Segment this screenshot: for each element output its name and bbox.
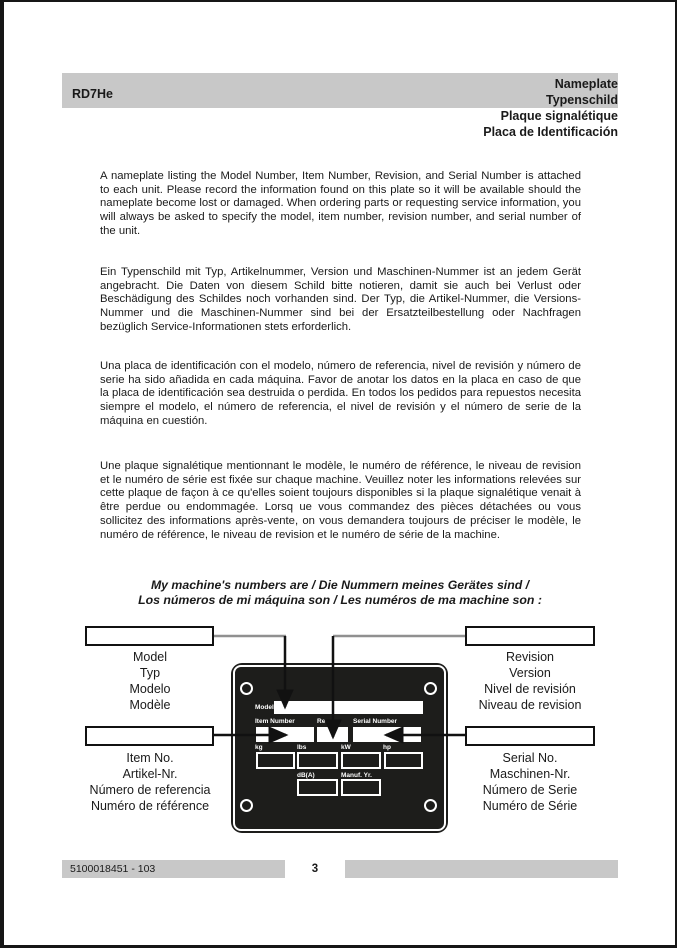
page-border-top — [0, 0, 677, 2]
footer-right-bar — [345, 860, 618, 878]
title-es: Placa de Identificación — [483, 125, 618, 139]
serial-label-de: Maschinen-Nr. — [489, 766, 571, 781]
footer-doc-number-bar — [62, 860, 285, 878]
plate-kg-label: kg — [255, 744, 263, 751]
connector-lines — [0, 600, 677, 860]
page-number: 3 — [311, 863, 319, 875]
serial-label-en: Serial No. — [502, 751, 558, 765]
plate-item-number-label: Item Number — [255, 718, 295, 725]
plate-hp-label: hp — [383, 744, 391, 751]
revision-label-en: Revision — [506, 650, 554, 664]
header-model-code: RD7He — [72, 87, 113, 101]
plate-lbs-label: lbs — [297, 744, 307, 751]
heading-line-1: My machine's numbers are / Die Nummern meines Gerätes sind / — [150, 578, 530, 592]
item-label-es: Número de referencia — [89, 782, 211, 797]
plate-manuf-yr-label: Manuf. Yr. — [341, 772, 372, 779]
serial-label-fr: Numéro de Série — [482, 798, 578, 813]
title-fr: Plaque signalétique — [500, 109, 618, 123]
model-label-en: Model — [132, 650, 168, 664]
item-label-en: Item No. — [126, 751, 174, 765]
serial-label-es: Número de Serie — [482, 782, 578, 797]
title-en: Nameplate — [554, 77, 618, 91]
title-de: Typenschild — [545, 93, 618, 107]
paragraph-spanish: Una placa de identificación con el modelo, número de referencia, nivel de revisión y número de serie ha sido añadida en cada máquina. Favor de anotar los datos en la placa en caso de que la placa de identificación sea destruida o perdida. En todos los pedidos para repuestos necesita siempre el modelo, el número de referencia, el nivel de revisión y el número de serie de la máquina en cuestión. — [100, 360, 581, 427]
revision-label-de: Version — [509, 665, 551, 680]
heading-line-2: Los números de mi máquina son / Les numéros de ma machine son : — [138, 593, 542, 607]
plate-rev-label: Rev. — [317, 718, 331, 725]
item-label-de: Artikel-Nr. — [122, 766, 178, 781]
paragraph-german: Ein Typenschild mit Typ, Artikelnummer, Version und Maschinen-Nummer ist an jedem Gerät angebracht. Die Daten von diesem Schild bitte notieren, damit sie auch bei Verlust oder Beschädigung des Schildes noch vorhanden sind. Der Typ, die Artikel-Nummer, die Versions- Nummer und die Maschinen-Nummer sind bei der Ersatzteilbestellung oder Nachfragen bezüglich Service-Informationen stets erforderlich. — [100, 266, 581, 333]
item-label-fr: Numéro de référence — [90, 798, 210, 813]
model-label-fr: Modèle — [129, 697, 171, 712]
plate-dba-label: dB(A) — [297, 772, 315, 779]
paragraph-english: A nameplate listing the Model Number, Item Number, Revision, and Serial Number is attached to each unit. Please record the information found on this plate so it will be available should the nameplate become lost or damaged. When ordering parts or requesting service information, you will always be asked to specify the model, item number, revision number, and serial number of the unit. — [100, 170, 581, 237]
revision-label-fr: Niveau de revision — [478, 697, 582, 712]
model-label-es: Modelo — [129, 681, 171, 696]
plate-kw-label: kW — [341, 744, 351, 751]
plate-serial-number-label: Serial Number — [353, 718, 398, 725]
page-title — [300, 76, 618, 140]
footer-doc-number: 5100018451 - 103 — [70, 863, 156, 875]
plate-model-label: Model — [255, 704, 274, 711]
model-label-de: Typ — [139, 665, 161, 680]
revision-label-es: Nivel de revisión — [484, 681, 576, 696]
paragraph-french: Une plaque signalétique mentionnant le modèle, le numéro de référence, le niveau de revision et le numéro de série est fixée sur chaque machine. Veuillez noter les informations relevées sur cette plaque de façon à ce qu'elles soient toujours disponibles si la plaque signalétique venait à être perdue ou endommagée. Lorsq ue vous commandez des pièces détachées ou vous sollicitez des informations après-vente, on vous demandera toujours de préciser le modèle, le numéro de référence, le niveau de revision et le numéro de série de la machine. — [100, 460, 581, 541]
